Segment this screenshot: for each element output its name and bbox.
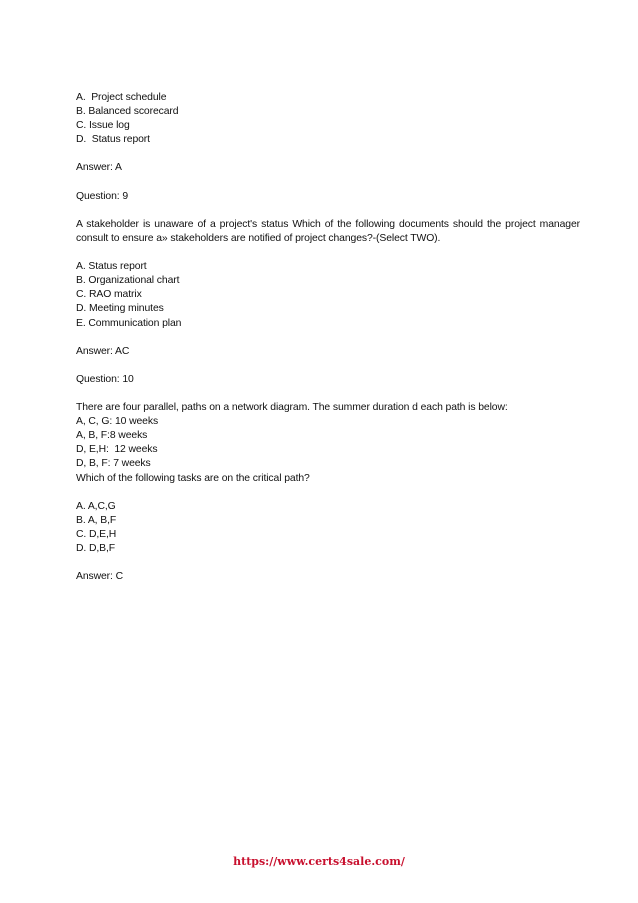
option-c: C. Issue log — [76, 120, 130, 132]
spacer — [76, 556, 580, 570]
spacer — [76, 486, 580, 500]
question-8-options — [76, 91, 580, 147]
option-a: A. Status report — [76, 261, 147, 273]
spacer — [76, 246, 580, 260]
option-b: B. A, B,F — [76, 514, 117, 526]
option-d: D. Status report — [76, 134, 150, 146]
question-10-answer: Answer: C — [76, 571, 124, 583]
spacer — [76, 331, 580, 345]
spacer — [76, 147, 580, 161]
question-10-heading: Question: 10 — [76, 373, 134, 385]
question-10-options — [76, 500, 580, 556]
footer-url-link[interactable]: https://www.certs4sale.com/ — [233, 855, 405, 868]
path-item: A, C, G: 10 weeks — [76, 416, 159, 428]
option-d: D. Meeting minutes — [76, 303, 164, 315]
spacer — [76, 204, 580, 218]
path-item: D, B, F: 7 weeks — [76, 458, 151, 470]
spacer — [76, 387, 580, 401]
question-9-answer: Answer: AC — [76, 345, 130, 357]
option-a: A. Project schedule — [76, 92, 167, 103]
option-e: E. Communication plan — [76, 317, 182, 329]
option-c: C. D,E,H — [76, 528, 117, 540]
question-10-prompt: Which of the following tasks are on the critical path? — [76, 472, 310, 484]
question-10-text: There are four parallel, paths on a network diagram. The summer duration d each path is below: — [76, 402, 508, 414]
question-10-paths — [76, 415, 580, 471]
option-d: D. D,B,F — [76, 543, 116, 554]
option-b: B. Balanced scorecard — [76, 106, 179, 118]
path-item: D, E,H: 12 weeks — [76, 444, 158, 456]
question-9-text: A stakeholder is unaware of a project's status Which of the following documents should the project manager consult to ensure a» stakeholders are notified of project changes?-(Select TWO). — [76, 218, 580, 244]
question-9-options — [76, 260, 580, 330]
path-item: A, B, F:8 weeks — [76, 430, 148, 442]
spacer — [76, 176, 580, 190]
spacer — [76, 359, 580, 373]
option-b: B. Organizational chart — [76, 275, 180, 287]
option-c: C. RAO matrix — [76, 289, 142, 301]
question-8-answer: Answer: A — [76, 162, 122, 174]
page-content — [76, 91, 580, 584]
option-a: A. A,C,G — [76, 500, 116, 512]
question-9-heading: Question: 9 — [76, 190, 129, 202]
